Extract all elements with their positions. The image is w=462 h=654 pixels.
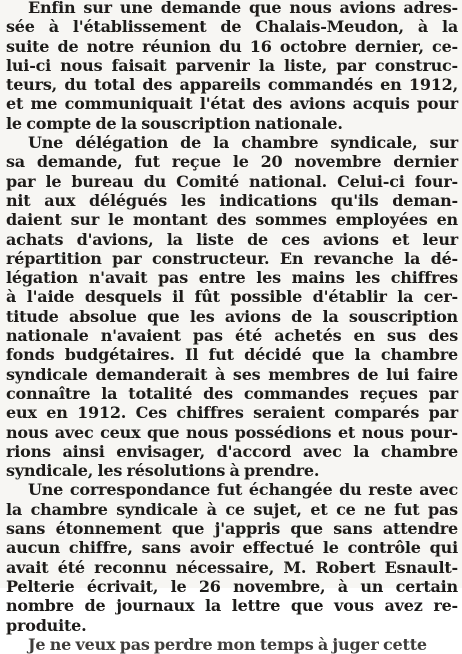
text-line: avait été reconnu nécessaire, M. Robert Esnault- bbox=[6, 557, 458, 577]
text-line: Pelterie écrivait, le 26 novembre, à un certain bbox=[6, 576, 458, 596]
text-line: la chambre syndicale à ce sujet, et ce ne fut pas bbox=[6, 499, 458, 519]
text-line: connaître la totalité des commandes reçues par bbox=[6, 383, 458, 403]
paragraph bbox=[6, 634, 458, 654]
paragraph bbox=[6, 480, 458, 634]
text-line: et me communiquait l'état des avions acquis pour bbox=[6, 94, 458, 114]
paragraph bbox=[6, 0, 458, 133]
text-column bbox=[6, 0, 458, 654]
text-line: teurs, du total des appareils commandés en 1912, bbox=[6, 75, 458, 95]
text-line: répartition par constructeur. En revanche la dé- bbox=[6, 248, 458, 268]
text-line: daient sur le montant des sommes employées en bbox=[6, 210, 458, 230]
text-line: Une correspondance fut échangée du reste avec bbox=[28, 480, 458, 500]
text-line: achats d'avions, la liste de ces avions et leur bbox=[6, 229, 458, 249]
text-line: par le bureau du Comité national. Celui-ci four- bbox=[6, 171, 458, 191]
text-line: sée à l'établissement de Chalais-Meudon, à la bbox=[6, 17, 458, 37]
text-line: fonds budgétaires. Il fut décidé que la chambre bbox=[6, 345, 458, 365]
text-line: légation n'avait pas entre les mains les chiffres bbox=[6, 268, 458, 288]
text-line: rions ainsi envisager, d'accord avec la chambre bbox=[6, 441, 458, 461]
paragraph bbox=[6, 133, 458, 480]
text-line: sa demande, fut reçue le 20 novembre dernier bbox=[6, 152, 458, 172]
text-line: syndicale, les résolutions à prendre. bbox=[6, 461, 320, 481]
text-line: titude absolue que les avions de la souscription bbox=[6, 306, 458, 326]
text-line: le compte de la souscription nationale. bbox=[6, 113, 343, 133]
text-line: à l'aide desquels il fût possible d'établir la cer- bbox=[6, 287, 458, 307]
text-line: sans étonnement que j'appris que sans attendre bbox=[6, 519, 458, 539]
text-line: aucun chiffre, sans avoir effectué le contrôle qui bbox=[6, 538, 458, 558]
text-line: Je ne veux pas perdre mon temps à juger cette bbox=[28, 634, 427, 654]
text-line: nous avec ceux que nous possédions et nous pour- bbox=[6, 422, 458, 442]
text-line: nationale n'avaient pas été achetés en sus des bbox=[6, 326, 458, 346]
text-line: Une délégation de la chambre syndicale, sur bbox=[28, 133, 458, 153]
text-line: syndicale demanderait à ses membres de lui faire bbox=[6, 364, 458, 384]
text-line: nombre de journaux la lettre que vous avez re- bbox=[6, 596, 458, 616]
text-line: produite. bbox=[6, 615, 87, 635]
text-line: nit aux délégués les indications qu'ils deman- bbox=[6, 190, 458, 210]
text-line: lui-ci nous faisait parvenir la liste, par construc- bbox=[6, 55, 458, 75]
text-line: eux en 1912. Ces chiffres seraient comparés par bbox=[6, 403, 458, 423]
text-line: suite de notre réunion du 16 octobre dernier, ce- bbox=[6, 36, 458, 56]
text-line: Enfin sur une demande que nous avions adres- bbox=[28, 0, 458, 17]
